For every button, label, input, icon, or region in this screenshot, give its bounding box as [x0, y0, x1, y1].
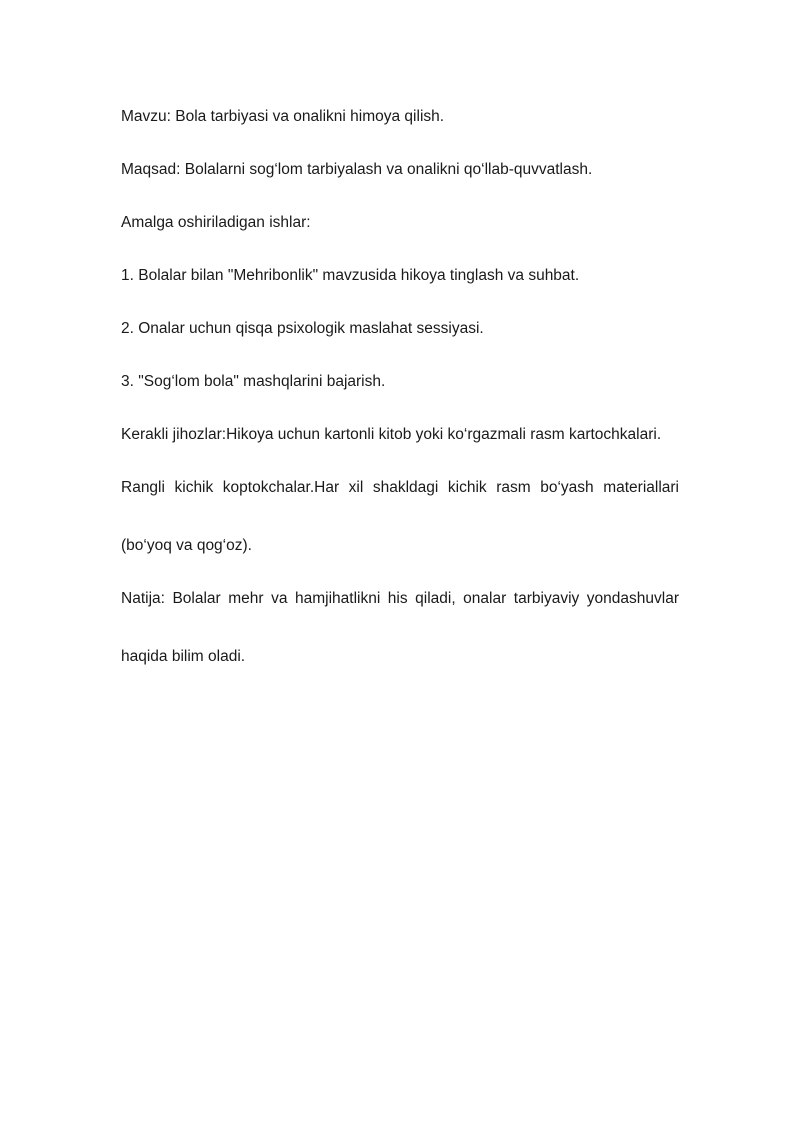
- activity-item-3: 3. "Sog‘lom bola" mashqlarini bajarish.: [121, 373, 386, 390]
- activities-heading: Amalga oshiriladigan ishlar:: [121, 214, 311, 231]
- document-body: [121, 106, 679, 699]
- activity-item-2: 2. Onalar uchun qisqa psixologik maslahat sessiyasi.: [121, 320, 484, 337]
- goal-line: Maqsad: Bolalarni sog‘lom tarbiyalash va onalikni qo‘llab-quvvatlash.: [121, 161, 593, 178]
- activity-item-1: 1. Bolalar bilan "Mehribonlik" mavzusida hikoya tinglash va suhbat.: [121, 267, 580, 284]
- equipment-paragraph: Kerakli jihozlar:Hikoya uchun kartonli kitob yoki ko‘rgazmali rasm kartochkalari.: [121, 426, 662, 443]
- topic-line: Mavzu: Bola tarbiyasi va onalikni himoya qilish.: [121, 108, 445, 125]
- result-paragraph: Natija: Bolalar mehr va hamjihatlikni his qiladi, onalar tarbiyaviy yondashuvlar haqida bilim oladi.: [121, 590, 679, 665]
- materials-paragraph: Rangli kichik koptokchalar.Har xil shakldagi kichik rasm bo‘yash materiallari (bo‘yoq va qog‘oz).: [121, 479, 679, 554]
